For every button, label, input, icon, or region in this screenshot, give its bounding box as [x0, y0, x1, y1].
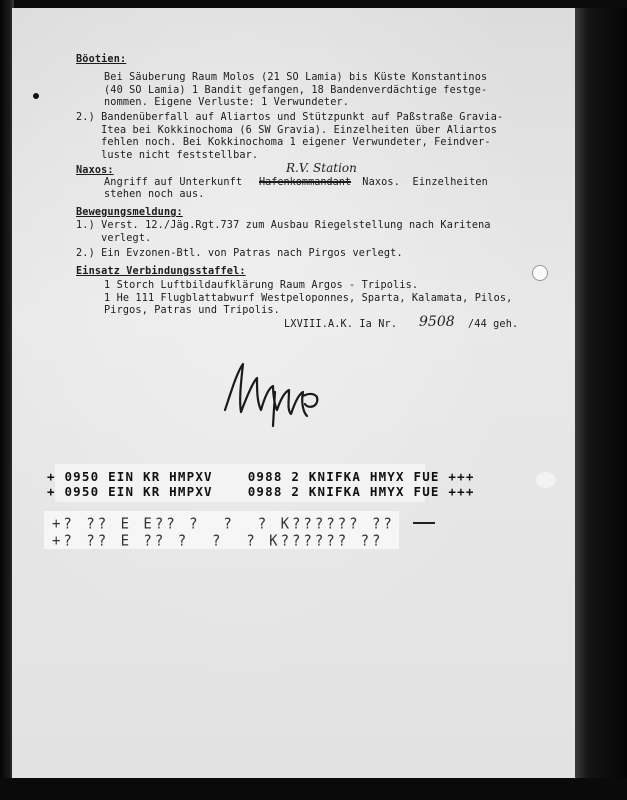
section-heading-einsatz: Einsatz Verbindungsstaffel:: [76, 266, 246, 277]
section-heading-bewegungsmeldung: Bewegungsmeldung:: [76, 207, 183, 218]
bewegung-item-1: 1.) Verst. 12./Jäg.Rgt.737 zum Ausbau Riegelstellung nach Karitena verlegt.: [76, 220, 491, 244]
section-heading-boeotien: Böotien:: [76, 54, 127, 65]
reference-number-handwritten: 9508: [419, 314, 455, 330]
punch-hole: [532, 265, 548, 281]
boeotien-paragraph-1: Bei Säuberung Raum Molos (21 SO Lamia) bis Küste Konstantinos (40 SO Lamia) 1 Bandit gefangen, 18 Bandenverdächtige festge- nommen. Eigene Verluste: 1 Verwundeter.: [104, 72, 488, 109]
handwritten-signature: [215, 352, 325, 428]
boeotien-paragraph-2: 2.) Bandenüberfall auf Aliartos und Stützpunkt auf Paßstraße Gravia- Itea bei Kokkinochoma (6 SW Gravia). Einzelheiten über Aliartos fehlen noch. Bei Kokkinochoma 1 eigener Verwundeter, Feindver- luste nicht feststellbar.: [76, 112, 504, 161]
section-heading-naxos: Naxos:: [76, 165, 114, 176]
punched-strip-row-2: +? ?? E ?? ? ? ? K?????? ??: [52, 532, 384, 550]
scan-bottom-edge: [0, 778, 627, 800]
naxos-line-1-after: Naxos. Einzelheiten: [356, 177, 488, 188]
handwritten-insert: R.V. Station: [286, 161, 357, 175]
strip-dash-mark: [413, 522, 435, 524]
punch-mark: [33, 93, 39, 99]
reference-prefix: LXVIII.A.K. Ia Nr.: [284, 319, 398, 330]
bewegung-item-2: 2.) Ein Evzonen-Btl. von Patras nach Pirgos verlegt.: [76, 248, 403, 259]
scan-right-edge: [575, 8, 627, 800]
teletype-line-2: + 0950 EIN KR HMPXV 0988 2 KNIFKA HMYX FUE +++: [47, 484, 475, 499]
teletype-line-1: + 0950 EIN KR HMPXV 0988 2 KNIFKA HMYX FUE +++: [47, 469, 475, 484]
naxos-line-1-before: Angriff auf Unterkunft: [104, 177, 249, 188]
naxos-struck-word: Hafenkommandant: [259, 177, 352, 188]
punched-strip-row-1: +? ?? E E?? ? ? ? K?????? ??: [52, 515, 395, 533]
reference-suffix: /44 geh.: [468, 319, 519, 330]
naxos-line-2: stehen noch aus.: [104, 189, 205, 200]
einsatz-paragraph: 1 Storch Luftbildaufklärung Raum Argos - Tripolis. 1 He 111 Flugblattabwurf Westpeloponnes, Sparta, Kalamata, Pilos, Pirgos, Patras und Tripolis.: [104, 280, 513, 317]
paper-spot: [536, 472, 556, 488]
